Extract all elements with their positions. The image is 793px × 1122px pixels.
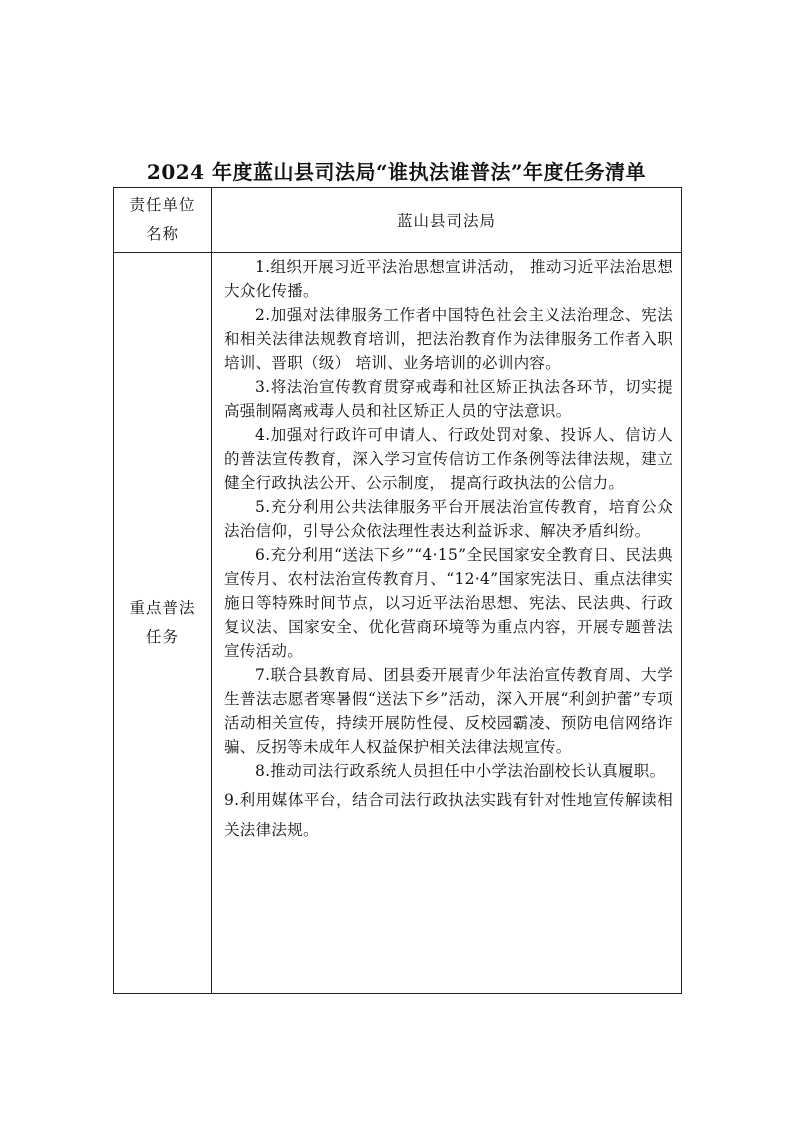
task-item-2: 2.加强对法律服务工作者中国特色社会主义法治理念、宪法和相关法律法规教育培训，把法治教育作为法律服务工作者入职培训、晋职（级） 培训、业务培训的必训内容。 [224, 306, 673, 372]
unit-label-cell [114, 188, 212, 253]
unit-row [114, 188, 682, 253]
tasks-row [114, 253, 682, 994]
task-item-1: 1.组织开展习近平法治思想宣讲活动， 推动习近平法治思想大众化传播。 [224, 258, 673, 300]
tasks-list [212, 253, 682, 994]
task-item-6: 6.充分利用“送法下乡”“4·15”全民国家安全教育日、民法典宣传月、农村法治宣传教育月、“12·4”国家宪法日、重点法律实施日等特殊时间节点，以习近平法治思想、宪法、民法典、行政复议法、国家安全、优化营商环境等为重点内容，开展专题普法宣传活动。 [224, 546, 673, 660]
task-table [113, 187, 682, 994]
task-item-7: 7.联合县教育局、团县委开展青少年法治宣传教育周、大学生普法志愿者寒暑假“送法下乡”活动，深入开展“利剑护蕾”专项活动相关宣传，持续开展防性侵、反校园霸凌、预防电信网络诈骗、反拐等未成年人权益保护相关法律法规宣传。 [224, 666, 673, 756]
unit-label-line2: 名称 [145, 225, 179, 243]
task-item-8: 8.推动司法行政系统人员担任中小学法治副校长认真履职。 [255, 762, 666, 780]
unit-value: 蓝山县司法局 [212, 188, 682, 253]
tasks-label-line2: 任务 [145, 628, 179, 646]
document-title: 2024 年度蓝山县司法局“谁执法谁普法”年度任务清单 [146, 160, 647, 184]
unit-label-line1: 责任单位 [129, 196, 196, 214]
tasks-label-line1: 重点普法 [129, 599, 196, 617]
tasks-label-cell [114, 253, 212, 994]
task-item-5: 5.充分利用公共法律服务平台开展法治宣传教育，培育公众法治信仰，引导公众依法理性表达利益诉求、解决矛盾纠纷。 [224, 498, 673, 540]
task-item-9: 9.利用媒体平台，结合司法行政执法实践有针对性地宣传解读相关法律法规。 [224, 791, 673, 839]
task-item-3: 3.将法治宣传教育贯穿戒毒和社区矫正执法各环节，切实提高强制隔离戒毒人员和社区矫正人员的守法意识。 [224, 378, 673, 420]
task-item-4: 4.加强对行政许可申请人、行政处罚对象、投诉人、信访人的普法宣传教育，深入学习宣传信访工作条例等法律法规，建立健全行政执法公开、公示制度， 提高行政执法的公信力。 [224, 426, 673, 492]
